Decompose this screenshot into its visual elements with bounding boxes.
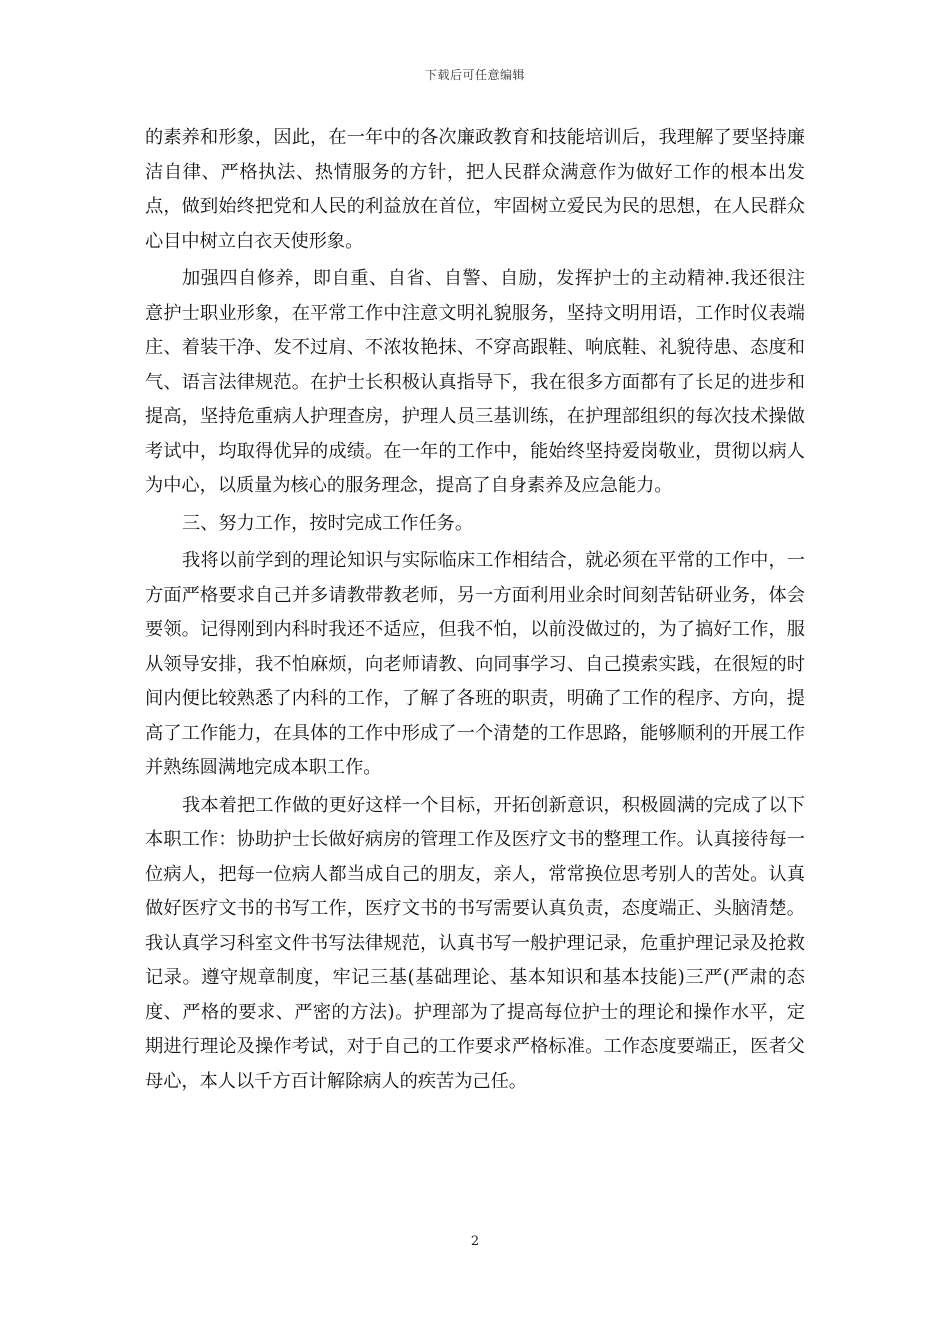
page-number: 2 (470, 1234, 480, 1249)
paragraph-self-cultivation: 加强四自修养，即自重、自省、自警、自励，发挥护士的主动精神.我还很注意护士职业形象，在平常工作中注意文明礼貌服务，坚持文明用语，工作时仪表端庄、着装干净、发不过肩、不浓妆艳抹、不穿高跟鞋、响底鞋、礼貌待患、态度和气、语言法律规范。在护士长积极认真指导下，我在很多方面都有了长足的进步和提高，坚持危重病人护理查房，护理人员三基训练，在护理部组织的每次技术操做考试中，均取得优异的成绩。在一年的工作中，能始终坚持爱岗敬业，贯彻以病人为中心，以质量为核心的服务理念，提高了自身素养及应急能力。 (145, 268, 805, 496)
paragraph-continuation: 的素养和形象，因此，在一年中的各次廉政教育和技能培训后，我理解了要坚持廉洁自律、严格执法、热情服务的方针，把人民群众满意作为做好工作的根本出发点，做到始终把党和人民的利益放在首位，牢固树立爱民为民的思想，在人民群众心目中树立白衣天使形象。 (145, 127, 805, 252)
section-heading-three: 三、努力工作，按时完成工作任务。 (182, 512, 474, 534)
paragraph-duties: 我本着把工作做的更好这样一个目标，开拓创新意识，积极圆满的完成了以下本职工作：协助护士长做好病房的管理工作及医疗文书的整理工作。认真接待每一位病人，把每一位病人都当成自己的朋友，亲人，常常换位思考别人的苦处。认真做好医疗文书的书写工作，医疗文书的书写需要认真负责，态度端正、头脑清楚。我认真学习科室文件书写法律规范，认真书写一般护理记录，危重护理记录及抢救记录。遵守规章制度，牢记三基(基础理论、基本知识和基本技能)三严(严肃的态度、严格的要求、严密的方法)。护理部为了提高每位护士的理论和操作水平，定期进行理论及操作考试，对于自己的工作要求严格标准。工作态度要端正，医者父母心，本人以千方百计解除病人的疾苦为己任。 (145, 794, 805, 1092)
page-header: 下载后可任意编辑 (424, 68, 525, 82)
document-body (145, 121, 805, 1099)
paragraph-theory-practice: 我将以前学到的理论知识与实际临床工作相结合，就必须在平常的工作中，一方面严格要求自己并多请教带教老师，另一方面利用业余时间刻苦钻研业务，体会要领。记得刚到内科时我还不适应，但我不怕，以前没做过的，为了搞好工作，服从领导安排，我不怕麻烦，向老师请教、向同事学习、自己摸索实践，在很短的时间内便比较熟悉了内科的工作，了解了各班的职责，明确了工作的程序、方向，提高了工作能力，在具体的工作中形成了一个清楚的工作思路，能够顺利的开展工作并熟练圆满地完成本职工作。 (145, 550, 805, 778)
